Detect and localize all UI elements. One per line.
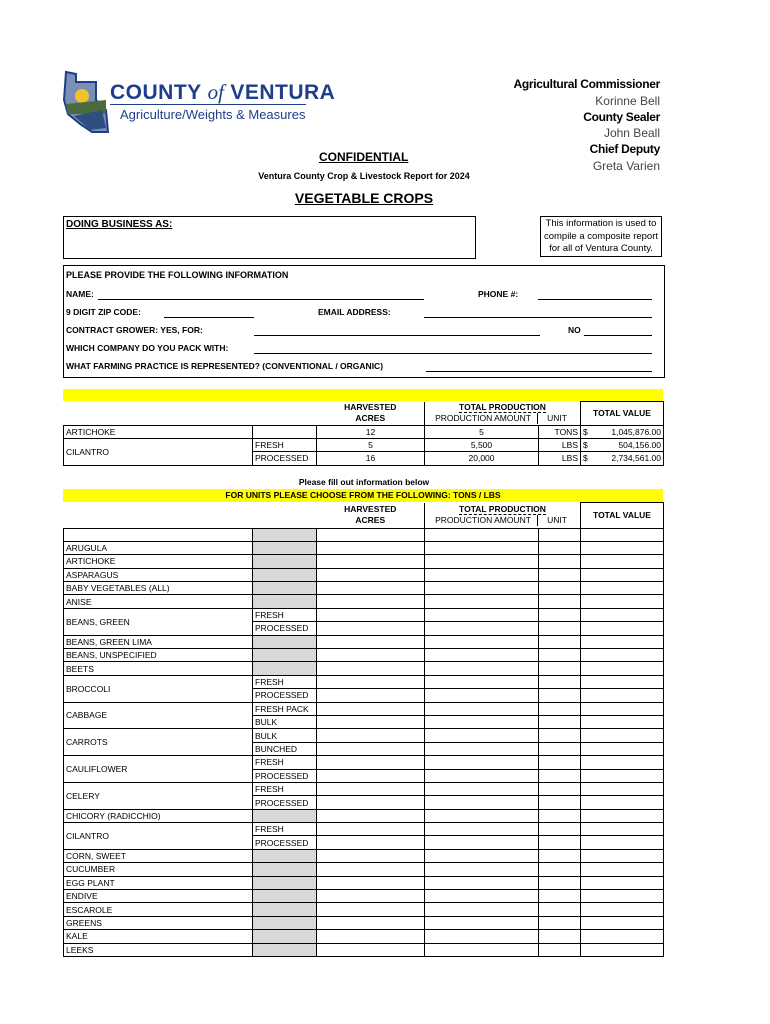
crop-name: LEEKS — [64, 943, 253, 956]
amount-cell[interactable] — [425, 622, 539, 635]
zip-label: 9 DIGIT ZIP CODE: — [66, 307, 141, 317]
unit-cell[interactable] — [539, 796, 581, 809]
contract-field[interactable] — [254, 335, 540, 336]
amount-cell[interactable] — [425, 715, 539, 728]
acres-cell[interactable] — [317, 649, 425, 662]
acres-cell[interactable] — [317, 903, 425, 916]
crop-type: PROCESSED — [253, 769, 317, 782]
crop-name: ASPARAGUS — [64, 568, 253, 581]
acres-cell[interactable] — [317, 702, 425, 715]
amount-cell[interactable] — [425, 635, 539, 648]
unit-cell[interactable] — [539, 689, 581, 702]
total-production-header: TOTAL PRODUCTION PRODUCTION AMOUNT UNIT — [425, 402, 581, 426]
form-heading: PLEASE PROVIDE THE FOLLOWING INFORMATION — [66, 270, 289, 280]
amount-cell[interactable] — [425, 876, 539, 889]
value-cell[interactable] — [581, 782, 664, 795]
zip-field[interactable] — [164, 317, 254, 318]
amount-cell[interactable] — [425, 649, 539, 662]
email-label: EMAIL ADDRESS: — [318, 307, 391, 317]
example-type — [253, 425, 317, 438]
crop-name: CAULIFLOWER — [64, 756, 253, 783]
value-cell[interactable] — [581, 823, 664, 836]
crop-name: ARUGULA — [64, 541, 253, 554]
unit-cell[interactable] — [539, 916, 581, 929]
crop-name: BEANS, UNSPECIFIED — [64, 649, 253, 662]
crop-type — [253, 595, 317, 608]
crop-type: FRESH PACK — [253, 702, 317, 715]
crop-type: FRESH — [253, 782, 317, 795]
example-crop: ARTICHOKE — [64, 425, 253, 438]
acres-cell[interactable] — [317, 662, 425, 675]
unit-cell[interactable] — [539, 769, 581, 782]
official-role: Chief Deputy — [589, 142, 660, 156]
acres-cell[interactable] — [317, 568, 425, 581]
table-row — [64, 876, 664, 889]
crop-type: FRESH — [253, 608, 317, 621]
dba-label: DOING BUSINESS AS: — [66, 219, 173, 230]
acres-cell[interactable] — [317, 890, 425, 903]
value-cell[interactable] — [581, 568, 664, 581]
amount-cell[interactable] — [425, 930, 539, 943]
value-cell[interactable] — [581, 916, 664, 929]
crop-name: EGG PLANT — [64, 876, 253, 889]
crop-type — [253, 930, 317, 943]
unit-cell[interactable] — [539, 903, 581, 916]
crop-name: BROCCOLI — [64, 675, 253, 702]
acres-cell[interactable] — [317, 769, 425, 782]
value-cell[interactable] — [581, 903, 664, 916]
acres-cell[interactable] — [317, 608, 425, 621]
value-cell[interactable] — [581, 876, 664, 889]
amount-cell[interactable] — [425, 595, 539, 608]
table-row — [64, 595, 664, 608]
crop-name: GREENS — [64, 916, 253, 929]
section-title: VEGETABLE CROPS — [294, 190, 434, 206]
unit-cell[interactable] — [539, 742, 581, 755]
crop-type — [253, 903, 317, 916]
logo-subtitle: Agriculture/Weights & Measures — [120, 107, 306, 122]
crop-type — [253, 916, 317, 929]
unit-cell[interactable] — [539, 876, 581, 889]
crop-name: CILANTRO — [64, 823, 253, 850]
official-role: Agricultural Commissioner — [513, 77, 660, 91]
practice-label: WHAT FARMING PRACTICE IS REPRESENTED? (CONVENTIONAL / ORGANIC) — [66, 361, 384, 371]
official-name: Korinne Bell — [595, 94, 660, 108]
phone-field[interactable] — [538, 299, 652, 300]
crop-name: ENDIVE — [64, 890, 253, 903]
amount-cell[interactable] — [425, 675, 539, 688]
crop-type: FRESH — [253, 756, 317, 769]
no-label: NO — [568, 325, 581, 335]
crop-name: CABBAGE — [64, 702, 253, 729]
unit-cell[interactable] — [539, 595, 581, 608]
example-amount: 20,000 — [425, 452, 539, 465]
example-type: FRESH — [253, 438, 317, 451]
value-cell[interactable] — [581, 742, 664, 755]
unit-cell[interactable] — [539, 702, 581, 715]
unit-cell[interactable] — [539, 836, 581, 849]
example-header-row — [64, 402, 664, 426]
crop-name: ESCAROLE — [64, 903, 253, 916]
acres-cell[interactable] — [317, 635, 425, 648]
report-title: Ventura County Crop & Livestock Report for 2024 — [258, 171, 470, 181]
example-amount: 5,500 — [425, 438, 539, 451]
acres-cell[interactable] — [317, 729, 425, 742]
table-row — [64, 582, 664, 595]
crop-type — [253, 635, 317, 648]
amount-cell[interactable] — [425, 916, 539, 929]
example-value: $ 2,734,561.00 — [581, 452, 664, 465]
amount-cell[interactable] — [425, 769, 539, 782]
crop-type: FRESH — [253, 823, 317, 836]
example-crop: CILANTRO — [64, 438, 253, 465]
acres-cell[interactable] — [317, 742, 425, 755]
amount-cell[interactable] — [425, 890, 539, 903]
table-row — [64, 608, 664, 621]
table-row — [64, 662, 664, 675]
crop-type: BULK — [253, 729, 317, 742]
crop-type — [253, 555, 317, 568]
table-row — [64, 782, 664, 795]
crop-type — [253, 849, 317, 862]
crop-type — [253, 863, 317, 876]
unit-cell[interactable] — [539, 782, 581, 795]
value-cell[interactable] — [581, 662, 664, 675]
table-row — [64, 823, 664, 836]
table-row — [64, 702, 664, 715]
acres-cell[interactable] — [317, 876, 425, 889]
amount-cell[interactable] — [425, 809, 539, 822]
value-cell[interactable] — [581, 930, 664, 943]
crops-table — [63, 502, 664, 957]
crop-name: CELERY — [64, 782, 253, 809]
value-cell[interactable] — [581, 675, 664, 688]
table-row — [64, 849, 664, 862]
example-unit: LBS — [539, 452, 581, 465]
unit-cell[interactable] — [539, 662, 581, 675]
acres-cell[interactable] — [317, 809, 425, 822]
confidential-label: CONFIDENTIAL — [319, 150, 409, 164]
crop-type — [253, 809, 317, 822]
unit-cell[interactable] — [539, 729, 581, 742]
acres-cell[interactable] — [317, 622, 425, 635]
unit-cell[interactable] — [539, 635, 581, 648]
table-row — [64, 675, 664, 688]
acres-cell[interactable] — [317, 555, 425, 568]
crop-type: BULK — [253, 715, 317, 728]
table-row — [64, 541, 664, 554]
table-row — [64, 635, 664, 648]
crop-name: ANISE — [64, 595, 253, 608]
amount-cell[interactable] — [425, 689, 539, 702]
unit-cell[interactable] — [539, 582, 581, 595]
official-role: County Sealer — [583, 110, 660, 124]
example-table — [63, 401, 664, 466]
crop-name: BABY VEGETABLES (ALL) — [64, 582, 253, 595]
unit-cell[interactable] — [539, 555, 581, 568]
table-row — [64, 568, 664, 581]
crop-type: FRESH — [253, 675, 317, 688]
county-map-logo-icon — [62, 70, 110, 136]
crop-type — [253, 568, 317, 581]
unit-cell[interactable] — [539, 568, 581, 581]
acres-cell[interactable] — [317, 930, 425, 943]
crop-type — [253, 541, 317, 554]
acres-cell[interactable] — [317, 689, 425, 702]
doing-business-as-field[interactable] — [63, 216, 476, 259]
crop-name: KALE — [64, 930, 253, 943]
amount-cell[interactable] — [425, 568, 539, 581]
example-highlight-bar — [63, 389, 663, 401]
unit-cell[interactable] — [539, 541, 581, 554]
amount-cell[interactable] — [425, 662, 539, 675]
table-row — [64, 555, 664, 568]
crop-name: BEANS, GREEN — [64, 608, 253, 635]
acres-cell[interactable] — [317, 715, 425, 728]
amount-cell[interactable] — [425, 903, 539, 916]
example-amount: 5 — [425, 425, 539, 438]
amount-cell[interactable] — [425, 756, 539, 769]
example-row — [64, 425, 664, 438]
table-row — [64, 930, 664, 943]
crop-name: BEANS, GREEN LIMA — [64, 635, 253, 648]
acres-cell[interactable] — [317, 849, 425, 862]
units-note: FOR UNITS PLEASE CHOOSE FROM THE FOLLOWING: TONS / LBS — [63, 489, 663, 502]
value-cell[interactable] — [581, 715, 664, 728]
amount-cell[interactable] — [425, 863, 539, 876]
name-field[interactable] — [98, 299, 424, 300]
crop-type — [253, 649, 317, 662]
unit-cell[interactable] — [539, 849, 581, 862]
amount-cell[interactable] — [425, 541, 539, 554]
example-acres: 16 — [317, 452, 425, 465]
no-field[interactable] — [584, 335, 652, 336]
value-cell[interactable] — [581, 555, 664, 568]
unit-cell[interactable] — [539, 649, 581, 662]
example-value: $ 1,045,876.00 — [581, 425, 664, 438]
crop-name: CUCUMBER — [64, 863, 253, 876]
crop-name: ARTICHOKE — [64, 555, 253, 568]
table-row — [64, 943, 664, 956]
value-cell[interactable] — [581, 622, 664, 635]
value-cell[interactable] — [581, 943, 664, 956]
official-name: John Beall — [603, 126, 660, 140]
amount-cell[interactable] — [425, 582, 539, 595]
value-cell[interactable] — [581, 649, 664, 662]
value-cell[interactable] — [581, 729, 664, 742]
crops-header-row — [64, 503, 664, 529]
logo-divider — [110, 104, 306, 105]
example-row — [64, 438, 664, 451]
phone-label: PHONE #: — [478, 289, 519, 299]
value-cell[interactable] — [581, 756, 664, 769]
table-row — [64, 890, 664, 903]
value-cell[interactable] — [581, 809, 664, 822]
value-cell[interactable] — [581, 595, 664, 608]
amount-cell[interactable] — [425, 836, 539, 849]
crop-type — [253, 876, 317, 889]
acres-cell[interactable] — [317, 796, 425, 809]
amount-cell[interactable] — [425, 796, 539, 809]
unit-cell[interactable] — [539, 943, 581, 956]
acres-cell[interactable] — [317, 675, 425, 688]
crop-type: PROCESSED — [253, 796, 317, 809]
amount-cell[interactable] — [425, 555, 539, 568]
table-row — [64, 649, 664, 662]
crop-type: PROCESSED — [253, 689, 317, 702]
acres-cell[interactable] — [317, 943, 425, 956]
table-row — [64, 903, 664, 916]
harvested-acres-header: HARVESTED ACRES — [317, 503, 425, 529]
value-cell[interactable] — [581, 769, 664, 782]
amount-cell[interactable] — [425, 943, 539, 956]
value-cell[interactable] — [581, 689, 664, 702]
table-row — [64, 916, 664, 929]
table-row — [64, 756, 664, 769]
unit-cell[interactable] — [539, 756, 581, 769]
acres-cell[interactable] — [317, 756, 425, 769]
amount-cell[interactable] — [425, 702, 539, 715]
crop-name: CORN, SWEET — [64, 849, 253, 862]
value-cell[interactable] — [581, 849, 664, 862]
example-unit: TONS — [539, 425, 581, 438]
table-row — [64, 729, 664, 742]
amount-cell[interactable] — [425, 742, 539, 755]
pack-field[interactable] — [254, 353, 652, 354]
amount-cell[interactable] — [425, 729, 539, 742]
total-value-header: TOTAL VALUE — [581, 503, 664, 529]
acres-cell[interactable] — [317, 782, 425, 795]
unit-cell[interactable] — [539, 809, 581, 822]
table-row — [64, 809, 664, 822]
value-cell[interactable] — [581, 863, 664, 876]
crop-name: CHICORY (RADICCHIO) — [64, 809, 253, 822]
unit-cell[interactable] — [539, 930, 581, 943]
crop-type — [253, 662, 317, 675]
logo-title: COUNTY of VENTURA — [110, 80, 336, 104]
unit-cell[interactable] — [539, 823, 581, 836]
acres-cell[interactable] — [317, 836, 425, 849]
official-name: Greta Varien — [592, 159, 660, 173]
acres-cell[interactable] — [317, 595, 425, 608]
unit-cell[interactable] — [539, 715, 581, 728]
amount-cell[interactable] — [425, 823, 539, 836]
example-unit: LBS — [539, 438, 581, 451]
total-production-header: TOTAL PRODUCTION PRODUCTION AMOUNT UNIT — [425, 503, 581, 529]
spacer-row — [64, 528, 664, 541]
unit-cell[interactable] — [539, 622, 581, 635]
example-acres: 12 — [317, 425, 425, 438]
crop-type: BUNCHED — [253, 742, 317, 755]
example-acres: 5 — [317, 438, 425, 451]
table-row — [64, 863, 664, 876]
practice-field[interactable] — [426, 371, 652, 372]
value-cell[interactable] — [581, 702, 664, 715]
value-cell[interactable] — [581, 635, 664, 648]
contact-info-form — [63, 265, 665, 378]
crop-type — [253, 943, 317, 956]
contract-label: CONTRACT GROWER: YES, FOR: — [66, 325, 203, 335]
acres-cell[interactable] — [317, 863, 425, 876]
harvested-acres-header: HARVESTED ACRES — [317, 402, 425, 426]
value-cell[interactable] — [581, 796, 664, 809]
acres-cell[interactable] — [317, 916, 425, 929]
crop-name: BEETS — [64, 662, 253, 675]
acres-cell[interactable] — [317, 541, 425, 554]
unit-cell[interactable] — [539, 890, 581, 903]
value-cell[interactable] — [581, 890, 664, 903]
example-type: PROCESSED — [253, 452, 317, 465]
amount-cell[interactable] — [425, 608, 539, 621]
example-value: $ 504,156.00 — [581, 438, 664, 451]
name-label: NAME: — [66, 289, 94, 299]
value-cell[interactable] — [581, 582, 664, 595]
crop-name: CARROTS — [64, 729, 253, 756]
info-note: This information is used to compile a composite report for all of Ventura County. — [540, 216, 662, 257]
value-cell[interactable] — [581, 836, 664, 849]
acres-cell[interactable] — [317, 823, 425, 836]
crop-type — [253, 582, 317, 595]
unit-cell[interactable] — [539, 675, 581, 688]
crop-type — [253, 890, 317, 903]
amount-cell[interactable] — [425, 849, 539, 862]
amount-cell[interactable] — [425, 782, 539, 795]
fill-note: Please fill out information below — [298, 477, 430, 487]
crop-type: PROCESSED — [253, 836, 317, 849]
crop-type: PROCESSED — [253, 622, 317, 635]
value-cell[interactable] — [581, 608, 664, 621]
email-field[interactable] — [424, 317, 652, 318]
value-cell[interactable] — [581, 541, 664, 554]
unit-cell[interactable] — [539, 608, 581, 621]
pack-label: WHICH COMPANY DO YOU PACK WITH: — [66, 343, 229, 353]
unit-cell[interactable] — [539, 863, 581, 876]
total-value-header: TOTAL VALUE — [581, 402, 664, 426]
acres-cell[interactable] — [317, 582, 425, 595]
